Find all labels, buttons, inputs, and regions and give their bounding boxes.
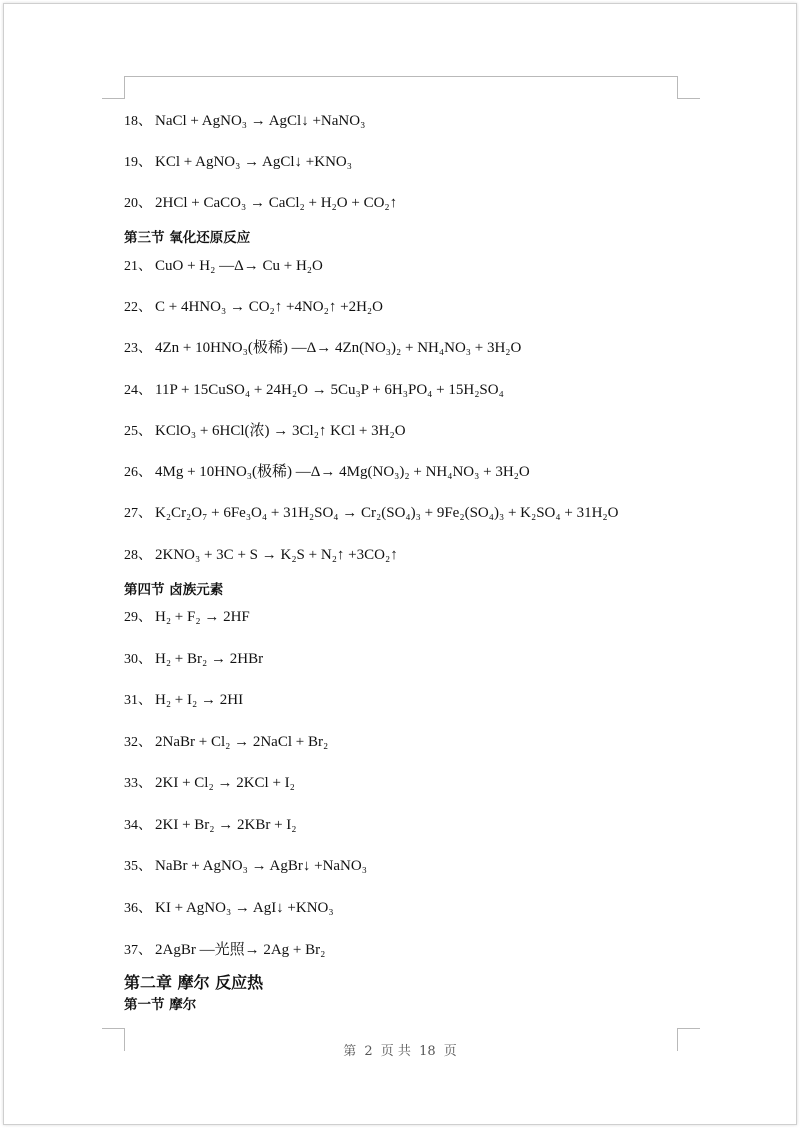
equation-line: 21、 CuO + H₂ —Δ→ Cu + H₂O xyxy=(124,258,323,274)
section-heading: 第四节 卤族元素 xyxy=(124,582,224,598)
equation-line: 28、 2KNO₃ + 3C + S → K₂S + N₂↑ +3CO₂↑ xyxy=(124,547,398,563)
footer-prefix: 第 xyxy=(343,1044,357,1059)
equation-line: 22、 C + 4HNO₃ → CO₂↑ +4NO₂↑ +2H₂O xyxy=(124,299,383,315)
equation-line: 37、 2AgBr —光照→ 2Ag + Br₂ xyxy=(124,942,326,958)
equation-line: 20、 2HCl + CaCO₃ → CaCl₂ + H₂O + CO₂↑ xyxy=(124,195,398,211)
section-heading: 第一节 摩尔 xyxy=(124,997,197,1013)
equation-line: 35、 NaBr + AgNO₃ → AgBr↓ +NaNO₃ xyxy=(124,858,367,874)
equation-line: 34、 2KI + Br₂ → 2KBr + I₂ xyxy=(124,817,297,833)
equation-line: 32、 2NaBr + Cl₂ → 2NaCl + Br₂ xyxy=(124,734,329,750)
equation-line: 26、 4Mg + 10HNO₃(极稀) —Δ→ 4Mg(NO₃)₂ + NH₄NO₃ + 3H₂O xyxy=(124,464,530,480)
document-page xyxy=(3,3,797,1125)
page-footer xyxy=(0,1040,800,1059)
footer-suffix: 页 xyxy=(443,1044,457,1059)
footer-total-pages: 18 xyxy=(419,1044,436,1059)
equation-line: 30、 H₂ + Br₂ → 2HBr xyxy=(124,651,264,667)
equation-line: 29、 H₂ + F₂ → 2HF xyxy=(124,609,250,625)
equation-line: 23、 4Zn + 10HNO₃(极稀) —Δ→ 4Zn(NO₃)₂ + NH₄NO₃ + 3H₂O xyxy=(124,340,522,356)
equation-line: 24、 11P + 15CuSO₄ + 24H₂O → 5Cu₃P + 6H₃PO₄ + 15H₂SO₄ xyxy=(124,382,504,398)
footer-mid: 页 共 xyxy=(380,1044,411,1059)
equation-line: 36、 KI + AgNO₃ → AgI↓ +KNO₃ xyxy=(124,900,334,916)
equation-line: 31、 H₂ + I₂ → 2HI xyxy=(124,692,244,708)
crop-mark-top-left xyxy=(102,76,125,99)
equation-line: 33、 2KI + Cl₂ → 2KCl + I₂ xyxy=(124,775,295,791)
header-rule xyxy=(124,76,677,77)
chapter-heading: 第二章 摩尔 反应热 xyxy=(124,973,264,992)
section-heading: 第三节 氧化还原反应 xyxy=(124,230,251,246)
equation-line: 25、 KClO₃ + 6HCl(浓) → 3Cl₂↑ KCl + 3H₂O xyxy=(124,423,406,439)
equation-line: 19、 KCl + AgNO₃ → AgCl↓ +KNO₃ xyxy=(124,154,352,170)
footer-page-number: 2 xyxy=(364,1044,373,1059)
crop-mark-top-right xyxy=(677,76,700,99)
equation-line: 27、 K₂Cr₂O₇ + 6Fe₃O₄ + 31H₂SO₄ → Cr₂(SO₄)₃ + 9Fe₂(SO₄)₃ + K₂SO₄ + 31H₂O xyxy=(124,505,619,521)
equation-line: 18、 NaCl + AgNO₃ → AgCl↓ +NaNO₃ xyxy=(124,113,366,129)
